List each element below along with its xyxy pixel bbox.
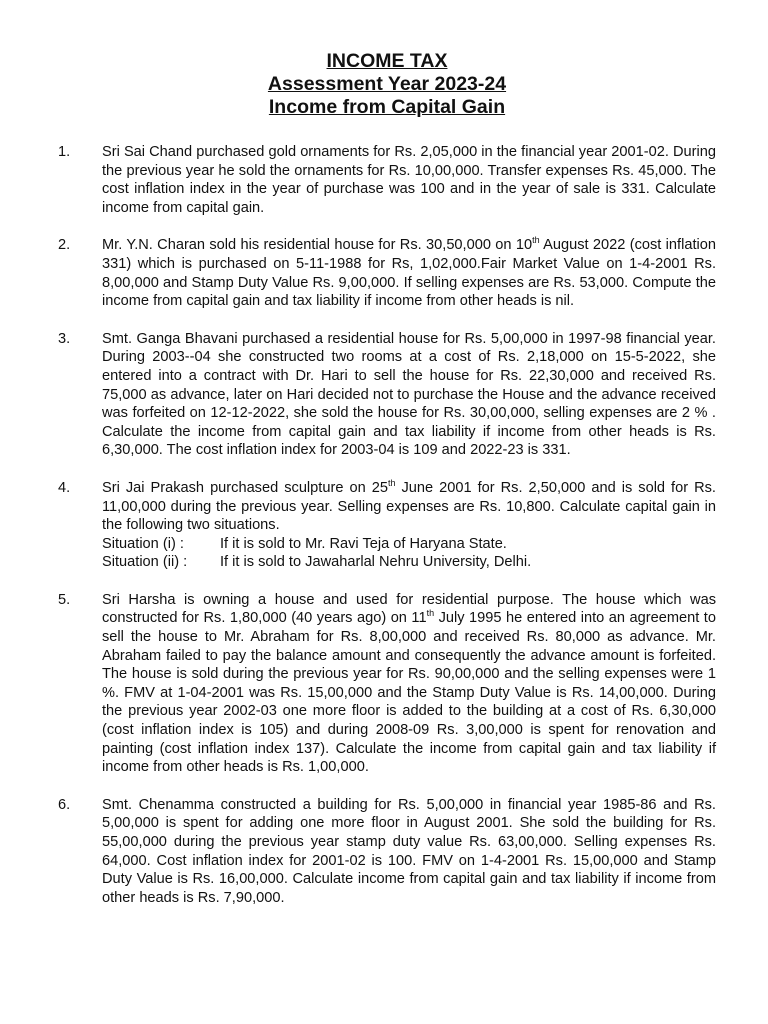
question-5 (58, 591, 716, 777)
question-text-part: July 1995 he entered into an agreement to sell the house to Mr. Abraham for Rs. 8,00,000 and received Rs. 80,000 as advance. Mr. Abraham failed to pay the balance amount and consequently the advance amount is forfeited. The house is sold during the previous year for Rs. 90,00,000 and the selling expenses were 1 %. FMV at 1-04-2001 was Rs. 15,00,000 and the Stamp Duty Value is Rs. 14,00,000. During the previous year 2002-03 one more floor is added to the building at a cost of Rs. 6,30,000 (cost inflation index is 105) and during 2008-09 Rs. 3,00,000 is spent for renovation and painting (cost inflation index 137). Calculate the income from capital gain and tax liability if income from other heads is Rs. 1,00,000. (102, 610, 716, 776)
question-text-part: Sri Jai Prakash purchased sculpture on 25 (102, 479, 388, 496)
question-number: 3. (58, 330, 71, 347)
question-1 (58, 143, 716, 217)
question-6 (58, 796, 716, 908)
situation-label: Situation (i) : (102, 535, 184, 552)
situation-text: If it is sold to Jawaharlal Nehru University, Delhi. (220, 554, 532, 571)
question-number: 6. (58, 796, 71, 813)
question-number: 2. (58, 237, 71, 254)
question-text (102, 236, 716, 310)
situation-1 (102, 535, 716, 554)
question-text: Sri Sai Chand purchased gold ornaments for Rs. 2,05,000 in the financial year 2001-02. During the previous year he sold the ornaments for Rs. 10,00,000. Transfer expenses Rs. 45,000. The cost inflation index in the year of purchase was 100 and in the year of sale is 331. Calculate income from capital gain. (102, 144, 716, 216)
question-number: 5. (58, 591, 71, 608)
situation-label: Situation (ii) : (102, 554, 188, 571)
title-assessment-year: Assessment Year 2023-24 (267, 73, 507, 95)
question-number: 4. (58, 479, 71, 496)
question-4 (58, 479, 716, 572)
question-text: Smt. Chenamma constructed a building for Rs. 5,00,000 in financial year 1985-86 and Rs. 5,00,000 is spent for adding one more floor in August 2001. She sold the building for Rs. 55,00,000 during the previous year stamp duty value Rs. 63,00,000. Selling expenses Rs. 64,000. Cost inflation index for 2001-02 is 100. FMV on 1-4-2001 Rs. 15,00,000 and Stamp Duty Value is Rs. 16,00,000. Calculate income from capital gain and tax liability if income from other heads is Rs. 7,90,000. (102, 796, 716, 906)
question-text-part: Sri Harsha is owning a house and used for residential purpose. The house which was constructed for Rs. 1,80,000 (40 years ago) on 11 (102, 591, 716, 627)
question-text-part: June 2001 for Rs. 2,50,000 and is sold for Rs. 11,00,000 during the previous year. Selling expenses are Rs. 10,800. Calculate capital gain in the following two situations. (102, 479, 716, 534)
question-number: 1. (58, 144, 71, 160)
ordinal-superscript: th (532, 235, 540, 246)
question-text-part: Mr. Y.N. Charan sold his residential house for Rs. 30,50,000 on 10 (102, 237, 533, 254)
document-header (58, 50, 716, 119)
title-income-tax: INCOME TAX (326, 50, 448, 72)
question-3 (58, 330, 716, 460)
situation-text: If it is sold to Mr. Ravi Teja of Haryana State. (220, 535, 507, 552)
question-text (102, 591, 716, 777)
question-2 (58, 236, 716, 310)
situation-2 (102, 553, 716, 572)
question-text-part: August 2022 (cost inflation 331) which is purchased on 5-11-1988 for Rs, 1,02,000.Fair Market Value on 1-4-2001 Rs. 8,00,000 and Stamp Duty Value Rs. 9,00,000. If selling expenses are Rs. 53,000. Compute the income from capital gain and tax liability if income from other heads is nil. (102, 237, 716, 310)
question-text: Smt. Ganga Bhavani purchased a residential house for Rs. 5,00,000 in 1997-98 financial year. During 2003--04 she constructed two rooms at a cost of Rs. 2,18,000 on 15-5-2022, she entered into a contract with Dr. Hari to sell the house for Rs. 22,30,000 and received Rs. 75,000 as advance, later on Hari decided not to purchase the House and the advance received was forfeited on 12-12-2022, she sold the house for Rs. 30,00,000, selling expenses are 2 % . Calculate the income from capital gain and tax liability if income from other heads is Rs. 6,30,000. The cost inflation index for 2003-04 is 109 and 2022-23 is 331. (102, 330, 716, 459)
ordinal-superscript: th (426, 608, 435, 619)
title-capital-gain: Income from Capital Gain (268, 96, 506, 118)
ordinal-superscript: th (387, 478, 396, 489)
question-text (102, 479, 716, 572)
